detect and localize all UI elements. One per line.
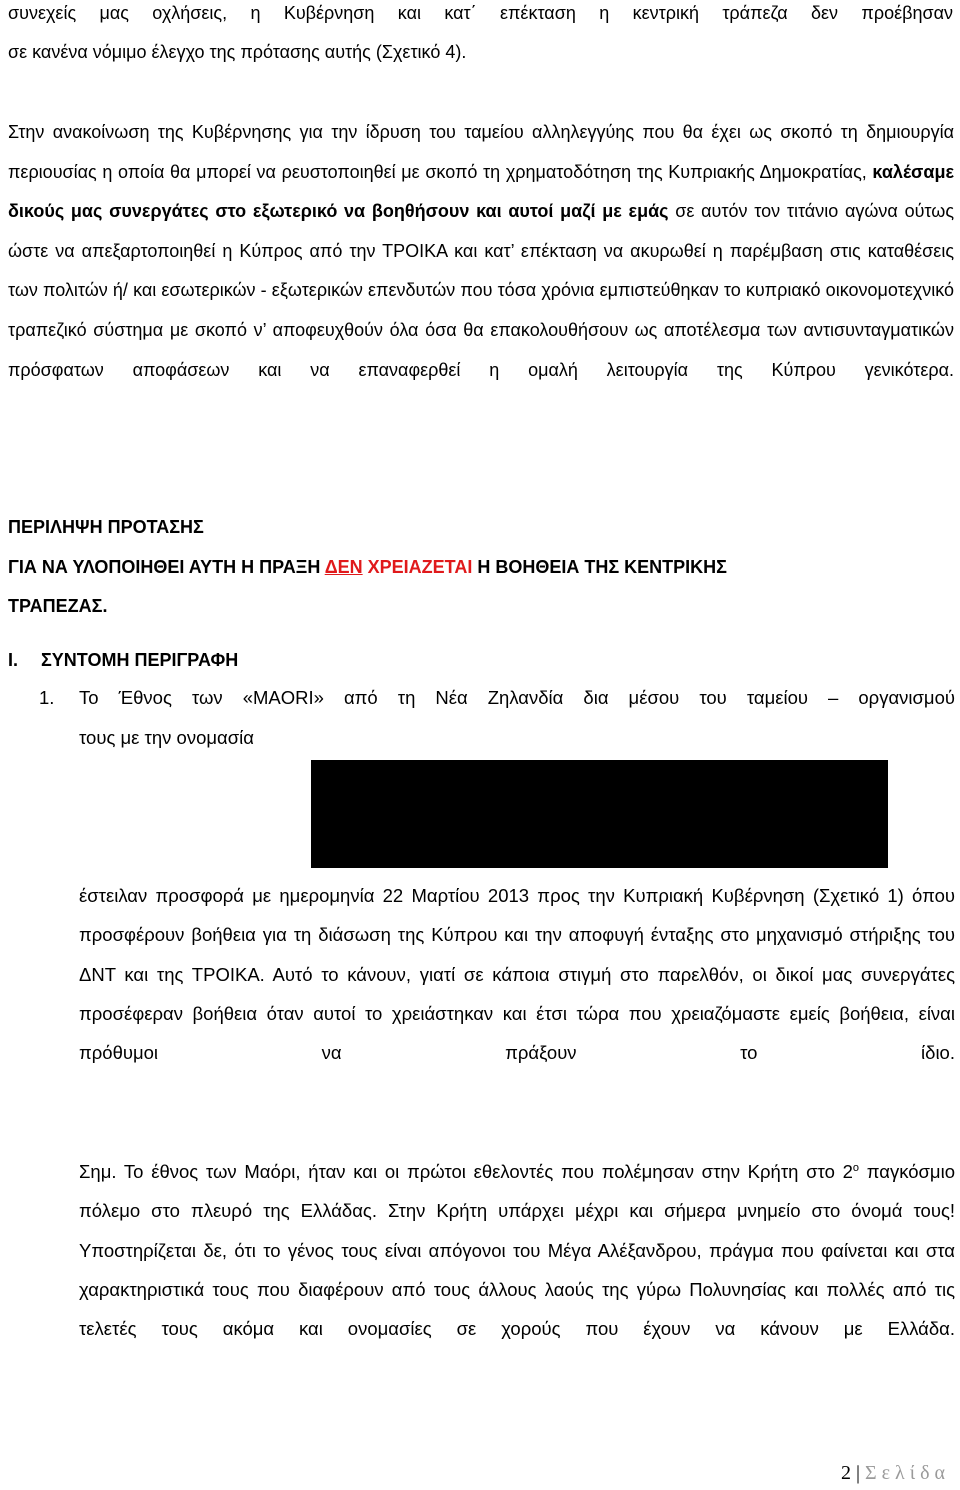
note-text: παγκόσμιο πόλεμο στο πλευρό της Ελλάδας. Στην Κρήτη υπάρχει μέχρι και σήμερα μνημείο στο όνομά τους! Υποστηρίζεται δε, ότι το γένος τους είναι απόγονοι του Μέγα Αλέξανδρου, πράγμα που φαίνεται και στα χαρακτηριστικά τους που διαφέρουν από τους άλλους λαούς της γύρω Πολυνησίας και πολλές από τις τελετές τους ακόμα και ονομασίες σε χορούς που έχουν να κάνουν με Ελλάδα. bbox=[79, 1161, 955, 1340]
summary-statement bbox=[8, 547, 727, 587]
list-item-paragraph: έστειλαν προσφορά με ημερομηνία 22 Μαρτίου 2013 προς την Κυπριακή Κυβέρνηση (Σχετικό 1) όπου προσφέρουν βοήθεια για τη διάσωση της Κύπρου και την αποφυγή ένταξης στο μηχανισμό στήριξης του ΔΝΤ και της ΤΡΟΙΚΑ. Αυτό το κάνουν, γιατί σε κάποια στιγμή στο παρελθόν, οι δικοί μας συνεργάτες προσέφεραν βοήθεια όταν αυτοί το χρειάστηκαν και έτσι τώρα που χρειαζόμαστε εμείς βοήθεια, είναι πρόθυμοι να πράξουν το ίδιο. bbox=[79, 885, 955, 1064]
summary-text: Η ΒΟΗΘΕΙΑ ΤΗΣ ΚΕΝΤΡΙΚΗΣ bbox=[472, 557, 727, 577]
bold-emphasis-text: καλέσαμε δικούς μας συνεργάτες στο εξωτερικό να βοηθήσουν και αυτοί μαζί με εμάς bbox=[8, 161, 954, 222]
note-paragraph bbox=[79, 1152, 955, 1348]
body-text-line: σε κανένα νόμιμο έλεγχο της πρότασης αυτής (Σχετικό 4). bbox=[8, 42, 467, 62]
summary-heading: ΠΕΡΙΛΗΨΗ ΠΡΟΤΑΣΗΣ bbox=[8, 517, 204, 537]
section-number: I. bbox=[8, 650, 19, 670]
section-title: ΣΥΝΤΟΜΗ ΠΕΡΙΓΡΑΦΗ bbox=[41, 650, 239, 670]
summary-text: ΓΙΑ ΝΑ ΥΛΟΠΟΙΗΘΕΙ ΑΥΤΗ Η ΠΡΑΞΗ bbox=[8, 557, 325, 577]
page-footer bbox=[841, 1462, 950, 1485]
list-item-number: 1. bbox=[39, 687, 55, 708]
summary-statement-end: ΤΡΑΠΕΖΑΣ. bbox=[8, 596, 108, 616]
paragraph-text: Στην ανακοίνωση της Κυβέρνησης για την ίδρυση του ταμείου αλληλεγγύης που θα έχει ως σκοπό τη δημιουργία περιουσίας η οποία θα μπορεί να ρευστοποιηθεί με σκοπό τη χρηματοδότηση της Κυπριακής Δημοκρατίας, bbox=[8, 122, 954, 182]
paragraph-text: σε αυτόν τον τιτάνιο αγώνα ούτως ώστε να απεξαρτοποιηθεί η Κύπρος από την ΤΡΟΙΚΑ και κατ’ επέκταση να ακυρωθεί η παρέμβαση στις καταθέσεις των πολιτών ή/ και εσωτερικών - εξωτερικών επενδυτών που τόσα χρόνια εμπιστεύθηκαν το κυπριακό οικονομοτεχνικό τραπεζικό σύστημα με σκοπό ν’ αποφευχθούν όλα όσα θα επακολουθήσουν ως αποτέλεσμα των αντισυνταγματικών πρόσφατων αποφάσεων και να επαναφερθεί η ομαλή λειτουργία της Κύπρου γενικότερα. bbox=[8, 201, 955, 380]
page-number: 2 bbox=[840, 1462, 851, 1484]
paragraph-fund-announcement bbox=[8, 113, 954, 390]
body-text-line: συνεχείς μας οχλήσεις, η Κυβέρνηση και κατ΄ επέκταση η κεντρική τράπεζα δεν προέβησαν bbox=[8, 3, 953, 23]
list-item-text: Το Έθνος των «MAORI» από τη Νέα Ζηλανδία δια μέσου του ταμείου – οργανισμού bbox=[79, 687, 955, 708]
emphasis-not: ΔΕΝ bbox=[324, 557, 363, 577]
emphasis-needed: ΧΡΕΙΑΖΕΤΑΙ bbox=[367, 557, 473, 577]
superscript-ordinal: ο bbox=[852, 1161, 860, 1174]
redaction-box bbox=[311, 760, 888, 868]
page-label: Σελίδα bbox=[864, 1462, 950, 1484]
note-text: Σημ. Το έθνος των Μαόρι, ήταν και οι πρώτοι εθελοντές που πολέμησαν στην Κρήτη στο 2 bbox=[79, 1161, 853, 1182]
list-item-text: τους με την ονομασία bbox=[79, 727, 254, 748]
footer-separator: | bbox=[850, 1462, 865, 1484]
